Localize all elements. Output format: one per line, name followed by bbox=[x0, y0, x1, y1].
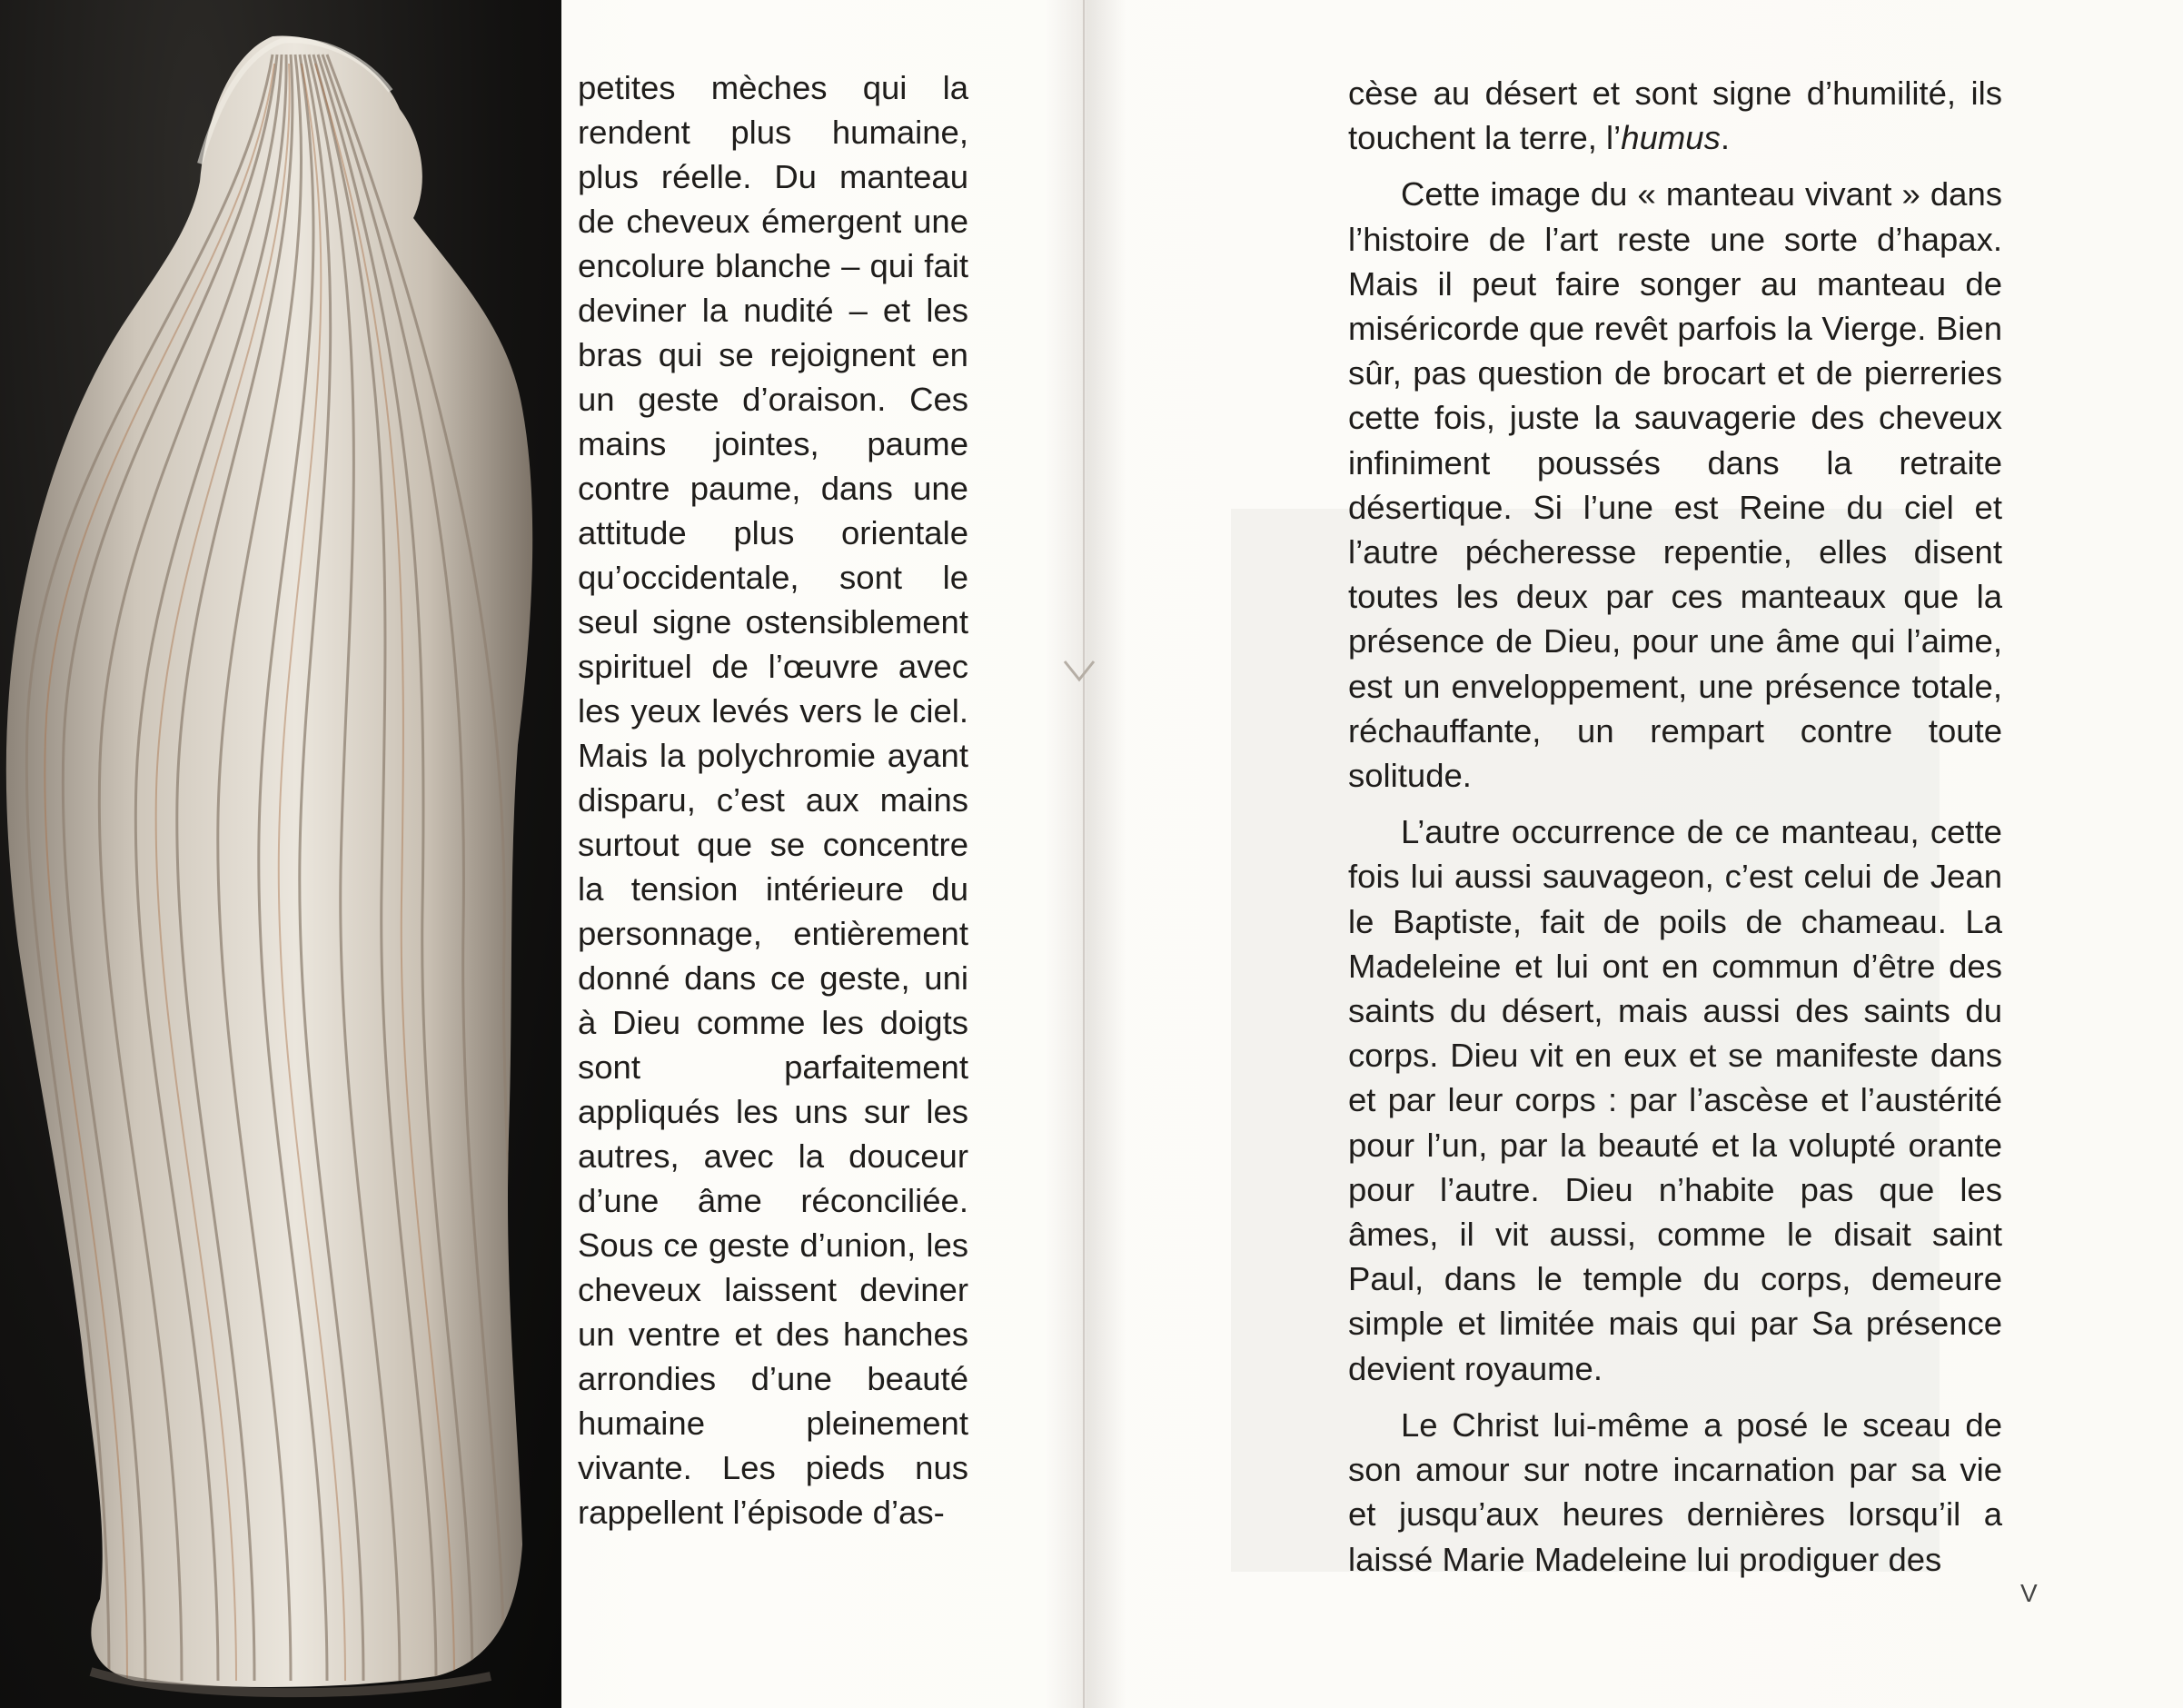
left-paragraph: petites mèches qui la rendent plus humaine, plus réelle. Du manteau de cheveux émergent une encolure blanche – qui fait deviner la nudité – et les bras qui se rejoignent en un geste d’oraison. Ces mains jointes, paume contre paume, dans une attitude plus orientale qu’occidentale, sont le seul signe ostensiblement spirituel de l’œuvre avec les yeux levés vers le ciel. Mais la polychromie ayant disparu, c’est aux mains surtout que se concentre la tension intérieure du personnage, entièrement donné dans ce geste, uni à Dieu comme les doigts sont parfaitement appliqués les uns sur les autres, avec la douceur d’une âme réconciliée. Sous ce geste d’union, les cheveux laissent deviner un ventre et des hanches arrondies d’une beauté humaine pleinement vivante. Les pieds nus rappellent l’épisode d’as- bbox=[578, 69, 968, 1531]
p1-italic: humus bbox=[1621, 119, 1721, 157]
p1-end: . bbox=[1720, 119, 1730, 157]
sculpture-photo bbox=[0, 0, 561, 1708]
right-paragraph-2: Cette image du « manteau vivant » dans l’histoire de l’art reste une sorte d’hapax. Mais il peut faire songer au manteau de miséricorde que revêt parfois la Vierge. Bien sûr, pas question de brocart et de pierreries cette fois, juste la sauvagerie des cheveux infiniment poussés dans la retraite désertique. Si l’une est Reine du ciel et l’autre pécheresse repentie, elles disent toutes les deux par ces manteaux que la présence de Dieu, pour une âme qui l’aime, est un enveloppement, une présence totale, réchauffante, un rempart contre toute solitude. bbox=[1348, 175, 2002, 795]
left-page-text bbox=[578, 65, 968, 1534]
gutter-shadow bbox=[1045, 0, 1126, 1708]
page-number: V bbox=[2020, 1579, 2038, 1607]
right-paragraph-3: L’autre occurrence de ce manteau, cette fois lui aussi sauvageon, c’est celui de Jean le Baptiste, fait de poils de chameau. La Madeleine et lui ont en commun d’être des saints du désert, mais aussi des saints du corps. Dieu vit en eux et se manifeste dans et par leur corps : par l’ascèse et l’austérité pour l’un, par la beauté et la volupté orante pour l’autre. Dieu n’habite pas que les âmes, il vit aussi, comme le disait saint Paul, dans le temple du corps, demeure simple et limitée mais qui par Sa présence devient royaume. bbox=[1348, 813, 2002, 1387]
crease-mark-icon bbox=[1061, 654, 1097, 690]
p1-text: cèse au désert et sont signe d’humilité, ils touchent la terre, l’ bbox=[1348, 74, 2002, 157]
sculpture-illustration bbox=[0, 0, 561, 1708]
right-paragraph-4: Le Christ lui-même a posé le sceau de son amour sur notre incarnation par sa vie et jusqu’aux heures dernières lorsqu’il a laissé Marie Madeleine lui prodiguer des bbox=[1348, 1405, 2002, 1578]
right-paragraph-1 bbox=[1348, 71, 2002, 160]
gutter-fold bbox=[1083, 0, 1085, 1708]
right-page-text bbox=[1348, 71, 2002, 1582]
